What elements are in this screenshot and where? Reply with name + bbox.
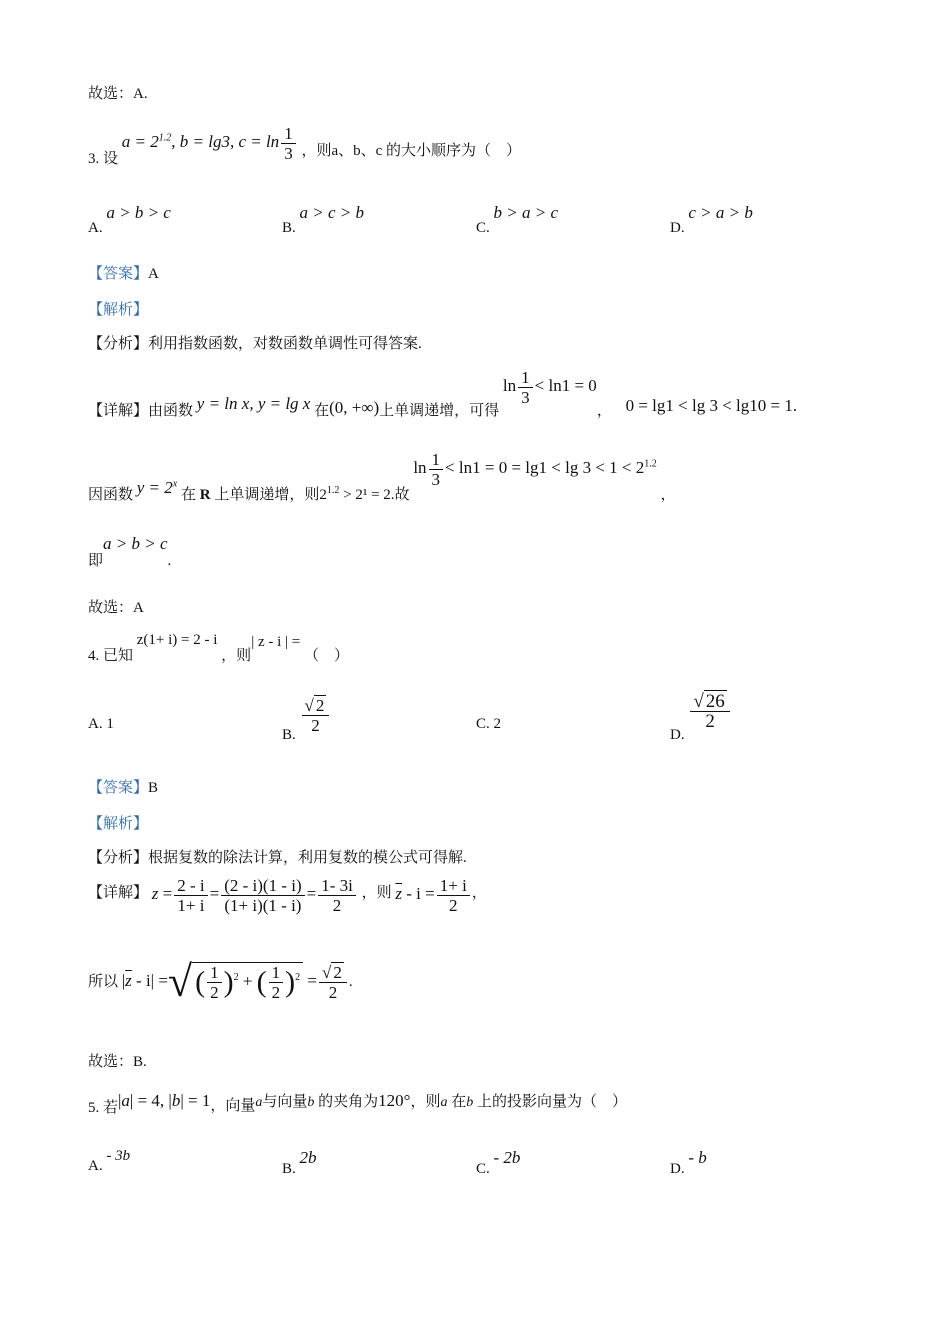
text: ， xyxy=(471,885,487,902)
q3-option-b[interactable] xyxy=(282,203,365,236)
answer-value: A xyxy=(148,266,159,282)
math-sqrt2-over-2: $\frac{√ 2}{2}$ xyxy=(302,696,330,735)
option-expr: - b xyxy=(688,1148,707,1167)
q4-option-b[interactable] xyxy=(282,696,331,743)
text: ，则 xyxy=(221,648,252,664)
option-letter: D. xyxy=(670,1161,685,1177)
q3-analysis-tag: 【解析】 xyxy=(88,302,149,318)
text: 由函数 xyxy=(148,403,194,420)
option-letter: D. xyxy=(670,220,685,236)
q5-stem xyxy=(88,1090,627,1116)
text: ，则 xyxy=(361,885,392,902)
math-functions: y = ln x, y = lg x xyxy=(196,394,311,414)
text: 因函数 xyxy=(88,487,134,504)
q3-stem-suffix: ，则a、b、c 的大小顺序为（ ） xyxy=(301,143,522,160)
q4-option-c[interactable] xyxy=(476,716,501,733)
detail-tag: 【详解】 xyxy=(88,885,149,902)
text: 的夹角为 xyxy=(318,1094,379,1110)
option-expr: a > c > b xyxy=(299,203,365,222)
text: （ ） xyxy=(303,648,349,664)
text: 上单调递增，则 xyxy=(214,487,320,504)
option-expr: a > b > c xyxy=(106,203,171,222)
text: 上的投影向量为（ ） xyxy=(476,1094,627,1110)
q4-number: 4. 已知 xyxy=(88,648,134,664)
text: 在 xyxy=(451,1094,467,1110)
q4-conclusion: 故选：B. xyxy=(88,1054,147,1070)
math-R: R xyxy=(199,487,211,504)
text: .故 xyxy=(390,487,410,504)
option-letter: D. xyxy=(670,726,685,743)
option-letter: C. xyxy=(476,1161,490,1177)
text: ， xyxy=(660,487,676,504)
math-a: a xyxy=(440,1095,448,1110)
q4-answer xyxy=(88,776,158,797)
q4-detail-line2 xyxy=(88,957,353,1006)
text: . xyxy=(167,553,172,569)
q3-option-a[interactable] xyxy=(88,203,171,236)
math-ln-third: ln $\frac{1}{3}$ < ln1 = 0 xyxy=(502,368,597,407)
math-chain: ln $\frac{1}{3}$ < $\ln 1 = 0 = \lg 1 < \lg 3 < 1 < 2^{1.2}$ xyxy=(413,450,657,489)
option-expr: 1 xyxy=(106,716,114,732)
text: ， xyxy=(596,403,612,420)
q4-stem xyxy=(88,628,349,664)
option-letter: C. xyxy=(476,220,490,236)
fenxi-text: 利用指数函数，对数函数单调性可得答案. xyxy=(148,336,422,352)
text: 在 xyxy=(181,487,197,504)
text: ，则 xyxy=(410,1094,441,1110)
answer-tag: 【答案】 xyxy=(88,266,149,282)
q3-answer xyxy=(88,262,159,283)
text: 所以 xyxy=(88,973,119,990)
q3-detail-line1 xyxy=(88,368,798,420)
math-angle: 120° xyxy=(378,1091,411,1110)
q3-detail-line3 xyxy=(88,533,172,569)
option-expr: 2b xyxy=(299,1148,317,1167)
text: 即 xyxy=(88,553,104,569)
q5-option-c[interactable] xyxy=(476,1148,521,1177)
text: ，向量 xyxy=(210,1098,256,1114)
q4-analysis-tag: 【解析】 xyxy=(88,816,149,832)
math-ineq: < ln1 = 0 xyxy=(534,376,597,396)
fenxi-text: 根据复数的除法计算，利用复数的模公式可得解. xyxy=(148,850,467,866)
q4-option-a[interactable] xyxy=(88,716,114,733)
math-exp-fn: $y = 2^x$ xyxy=(136,478,178,498)
option-letter: B. xyxy=(282,220,296,236)
q2-conclusion: 故选：A. xyxy=(88,86,148,102)
option-expr: - 2b xyxy=(493,1148,521,1167)
answer-value: B xyxy=(148,780,159,796)
q3-detail-line2 xyxy=(88,450,676,504)
q5-number: 5. 若 xyxy=(88,1100,119,1116)
option-letter: B. xyxy=(282,726,296,743)
q3-option-c[interactable] xyxy=(476,203,559,236)
math-ineq: > 2¹ = 2 xyxy=(343,487,391,504)
text: 在 xyxy=(314,403,330,420)
q5-option-b[interactable] xyxy=(282,1148,317,1177)
math-zbar-minus-i: $\overline{z}$ - i = $\frac{1+ i}{2}$ xyxy=(395,884,471,903)
math-modulus: $|\overline{z} - i|$ =√ ( $\frac{1}{2}$ )$^2$ + ( $\frac{1}{2}$ )$^2$ = $\frac{√ 2}{2}$ xyxy=(122,971,349,990)
option-letter: A. xyxy=(88,220,103,236)
math-b: b xyxy=(307,1095,315,1110)
math-sqrt26-over-2: $\frac{√ 26}{2}$ xyxy=(690,692,729,731)
text: . xyxy=(348,973,353,990)
q5-option-d[interactable] xyxy=(670,1148,707,1177)
text: 与向量 xyxy=(262,1094,308,1110)
math-exp-ineq: $2^{1.2} > 2^1 = 2$ xyxy=(319,485,391,504)
q3-option-d[interactable] xyxy=(670,203,753,236)
detail-tag: 【详解】 xyxy=(88,403,149,420)
q3-conclusion: 故选：A xyxy=(88,600,144,616)
option-expr: 2 xyxy=(493,716,502,732)
math-question: | z - i | = xyxy=(251,634,301,650)
text: 上单调递增，可得 xyxy=(379,403,500,420)
option-expr: - 3b xyxy=(106,1148,131,1164)
q4-detail-line1 xyxy=(88,876,487,915)
q4-option-d[interactable] xyxy=(670,691,732,743)
math-division: z = $\frac{2 - i}{1+ i}$ = $\frac{(2 - i)(1 - i)}{(1+ i)(1 - i)}$ = $\frac{1- 3i}{2}$ xyxy=(152,884,358,903)
option-letter: A. xyxy=(88,716,103,732)
option-letter: B. xyxy=(282,1161,296,1177)
math-lg-chain: 0 = lg1 < lg 3 < lg10 = 1. xyxy=(625,396,798,416)
q3-number: 3. 设 xyxy=(88,151,119,168)
math-expr: a > b > c xyxy=(103,534,168,553)
q4-fenxi xyxy=(88,846,467,867)
math-y2: y = 2 xyxy=(136,478,173,498)
option-expr: c > a > b xyxy=(688,203,753,222)
option-letter: C. xyxy=(476,716,490,732)
answer-tag: 【答案】 xyxy=(88,780,149,796)
fenxi-tag: 【分析】 xyxy=(88,336,149,352)
math-magnitudes: |a| = 4, |b| = 1 xyxy=(118,1091,211,1110)
math-a: a xyxy=(255,1095,263,1110)
q3-stem xyxy=(88,120,522,168)
math-eq: z(1+ i) = 2 - i xyxy=(136,632,218,648)
q5-option-a[interactable] xyxy=(88,1148,131,1174)
math-ineq: < ln1 = 0 = lg1 < lg 3 < 1 < 2 xyxy=(445,458,645,478)
fenxi-tag: 【分析】 xyxy=(88,850,149,866)
q3-definition: $a = 2^{1.2}$, b = lg3, c = ln $\frac{1}{3}$ xyxy=(122,132,298,151)
option-expr: b > a > c xyxy=(493,203,559,222)
option-letter: A. xyxy=(88,1158,103,1174)
math-interval: (0, +∞) xyxy=(329,398,380,418)
math-b: b xyxy=(466,1095,474,1110)
q3-fenxi xyxy=(88,332,422,353)
